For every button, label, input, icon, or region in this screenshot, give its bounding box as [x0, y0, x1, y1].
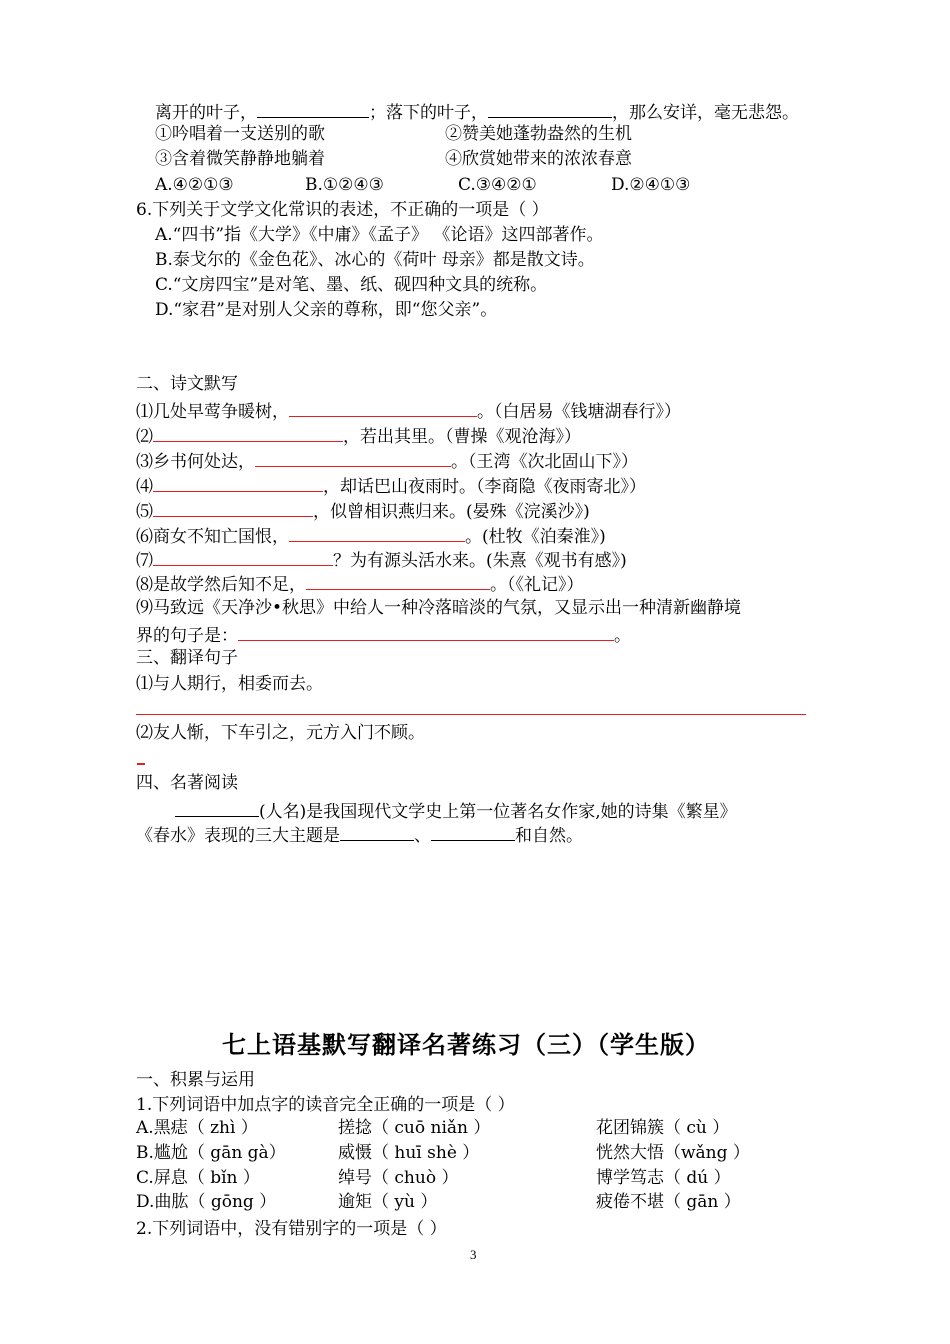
recitation-line-4 [136, 473, 646, 498]
answer-blank[interactable] [289, 523, 465, 542]
line-source: ，似曾相识燕归来。(晏殊《浣溪沙》) [313, 502, 590, 522]
pinyin: （ dú ） [664, 1168, 731, 1188]
answer-blank[interactable] [340, 822, 414, 841]
option-label: A. [136, 1118, 154, 1138]
q5-stem [155, 99, 799, 124]
word: 花团锦簇 [596, 1118, 664, 1138]
q5-option-3: ③含着微笑静静地躺着 [155, 149, 325, 169]
q6-option-a: A.“四书”指《大学》《中庸》《孟子》 《论语》这四部著作。 [155, 225, 604, 245]
pinyin: （ yù ） [372, 1192, 438, 1212]
paragraph-text: 、 [414, 826, 431, 846]
pinyin: （ gān gà） [187, 1143, 286, 1163]
answer-blank[interactable] [153, 473, 323, 492]
recitation-line-8 [136, 571, 584, 596]
q6-stem: 6.下列关于文学文化常识的表述，不正确的一项是（ ） [136, 200, 549, 220]
section-heading-recitation: 二、诗文默写 [136, 374, 238, 394]
q6-option-b: B.泰戈尔的《金色花》、冰心的《荷叶 母亲》都是散文诗。 [155, 250, 595, 270]
line-number: ⑺ [136, 551, 153, 571]
q1-option-d-col3 [596, 1191, 741, 1213]
line-text: 界的句子是： [136, 626, 238, 646]
answer-blank[interactable] [306, 571, 490, 590]
answer-blank[interactable] [255, 448, 451, 467]
line-text: ⑻是故学然后知不足， [136, 575, 306, 595]
q1-option-b-col2 [338, 1142, 479, 1164]
line-text: ⑴几处早莺争暖树， [136, 402, 289, 422]
recitation-line-9-cont [136, 622, 631, 647]
line-end: 。 [614, 626, 631, 646]
q1-option-a-col3 [596, 1117, 729, 1139]
answer-blank[interactable] [289, 398, 477, 417]
q5-choice-b: B.①②④③ [305, 175, 384, 195]
pinyin: （wǎng ） [664, 1143, 750, 1163]
word: 尴尬 [153, 1143, 188, 1163]
pinyin: （ chuò ） [372, 1168, 459, 1188]
q1-option-c-col3 [596, 1167, 731, 1189]
q5-option-1: ①吟唱着一支送别的歌 [155, 124, 325, 144]
q1-option-a-col1 [136, 1117, 258, 1139]
question-1-stem: 1.下列词语中加点字的读音完全正确的一项是（ ） [136, 1095, 515, 1115]
answer-line-mark [137, 763, 145, 765]
q1-option-d-col1 [136, 1191, 276, 1213]
q5-option-2: ②赞美她蓬勃盎然的生机 [445, 124, 632, 144]
option-label: C. [136, 1168, 154, 1188]
line-text: ⑹商女不知亡国恨， [136, 527, 289, 547]
q1-option-d-col2 [338, 1191, 437, 1213]
recitation-line-9: ⑼马致远《天净沙•秋思》中给人一种冷落暗淡的气氛，又显示出一种清新幽静境 [136, 598, 742, 618]
line-source: ，却话巴山夜雨时。（李商隐《夜雨寄北》） [323, 477, 646, 497]
answer-blank[interactable] [488, 99, 612, 118]
paragraph-text: (人名)是我国现代文学史上第一位著名女作家,她的诗集《繁星》 [259, 802, 737, 822]
word: 绰号 [338, 1168, 372, 1188]
section-heading-accumulation: 一、积累与运用 [136, 1070, 255, 1090]
translation-sentence-2: ⑵友人惭，下车引之，元方入门不顾。 [136, 723, 425, 743]
page-title: 七上语基默写翻译名著练习（三）（学生版） [222, 1030, 710, 1059]
q1-option-b-col1 [136, 1142, 286, 1164]
word: 恍然大悟 [596, 1143, 664, 1163]
word: 搓捻 [338, 1118, 372, 1138]
translation-sentence-1: ⑴与人期行，相委而去。 [136, 674, 323, 694]
recitation-line-5 [136, 498, 590, 523]
q1-option-c-col1 [136, 1167, 260, 1189]
paragraph-text: 和自然。 [515, 826, 583, 846]
pinyin: （ cuō niǎn ） [372, 1118, 491, 1138]
question-2-stem: 2.下列词语中，没有错别字的一项是（ ） [136, 1219, 447, 1239]
answer-blank[interactable] [153, 547, 333, 566]
q5-stem-part3: ，那么安详，毫无悲怨。 [612, 103, 799, 123]
line-source: 。（白居易《钱塘湖春行》） [477, 402, 681, 422]
q5-choice-c: C.③④②① [458, 175, 537, 195]
paragraph-text: 《春水》表现的三大主题是 [136, 826, 340, 846]
q5-choice-d: D.②④①③ [611, 175, 691, 195]
word: 疲倦不堪 [596, 1192, 664, 1212]
line-source: ，若出其里。（曹操《观沧海》） [343, 427, 581, 447]
pinyin: （ cù ） [664, 1118, 730, 1138]
line-source: 。(杜牧《泊秦淮》) [465, 527, 606, 547]
line-source: 。（王湾《次北固山下》） [451, 452, 638, 472]
pinyin: （ zhì ） [187, 1118, 258, 1138]
classics-paragraph-line-1 [175, 798, 737, 823]
answer-line[interactable] [136, 714, 806, 715]
line-number: ⑸ [136, 502, 153, 522]
answer-blank[interactable] [153, 423, 343, 442]
line-number: ⑷ [136, 477, 153, 497]
answer-blank[interactable] [431, 822, 515, 841]
line-text: ⑶乡书何处达， [136, 452, 255, 472]
recitation-line-6 [136, 523, 606, 548]
q1-option-c-col2 [338, 1167, 458, 1189]
word: 曲肱 [154, 1192, 189, 1212]
section-heading-classics: 四、名著阅读 [136, 773, 238, 793]
word: 威慑 [338, 1143, 372, 1163]
q5-stem-part2: ；落下的叶子， [369, 103, 488, 123]
line-source: 。（《礼记》） [490, 575, 584, 595]
line-number: ⑵ [136, 427, 153, 447]
word: 黑痣 [153, 1118, 188, 1138]
option-label: D. [136, 1192, 155, 1212]
pinyin: （ gān ） [664, 1192, 741, 1212]
section-heading-translation: 三、翻译句子 [136, 648, 238, 668]
answer-blank[interactable] [175, 798, 259, 817]
q5-stem-part1: 离开的叶子， [155, 103, 257, 123]
recitation-line-3 [136, 448, 638, 473]
word: 屏息 [153, 1168, 188, 1188]
q1-option-b-col3 [596, 1142, 750, 1164]
page-number: 3 [470, 1247, 477, 1262]
word: 逾矩 [338, 1192, 372, 1212]
answer-blank[interactable] [238, 622, 614, 641]
answer-blank[interactable] [153, 498, 313, 517]
classics-paragraph-line-2 [136, 822, 583, 847]
q1-option-a-col2 [338, 1117, 490, 1139]
q6-option-d: D.“家君”是对别人父亲的尊称，即“您父亲”。 [155, 300, 498, 320]
q6-option-c: C.“文房四宝”是对笔、墨、纸、砚四种文具的统称。 [155, 275, 548, 295]
recitation-line-2 [136, 423, 581, 448]
answer-blank[interactable] [257, 99, 369, 118]
q5-option-4: ④欣赏她带来的浓浓春意 [445, 149, 632, 169]
line-source: ？为有源头活水来。(朱熹《观书有感》) [333, 551, 627, 571]
option-label: B. [136, 1143, 154, 1163]
pinyin: （ bǐn ） [187, 1168, 260, 1188]
recitation-line-7 [136, 547, 627, 572]
word: 博学笃志 [596, 1168, 664, 1188]
q5-choice-a: A.④②①③ [155, 175, 234, 195]
pinyin: （ huī shè ） [372, 1143, 480, 1163]
pinyin: （ gōng ） [188, 1192, 277, 1212]
recitation-line-1 [136, 398, 681, 423]
